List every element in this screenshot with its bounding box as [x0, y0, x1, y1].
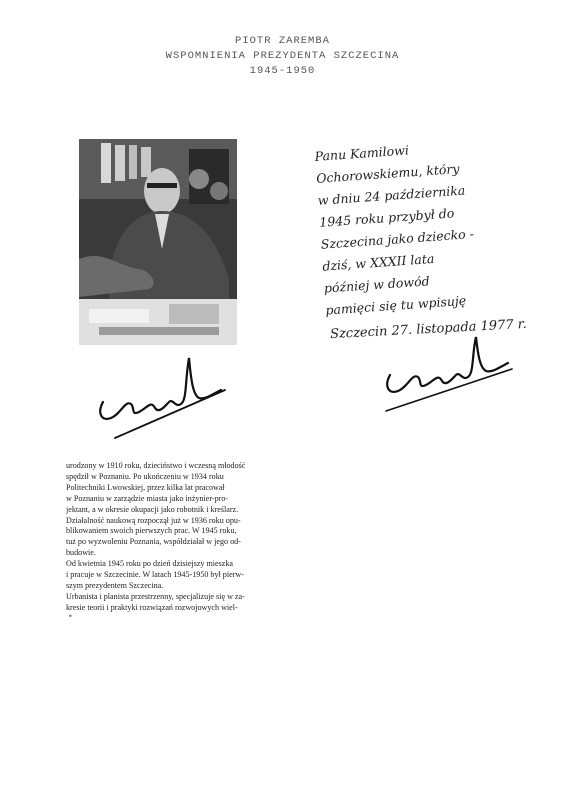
dedication-place-date: Szczecin 27. listopada 1977 r.	[329, 316, 528, 343]
bio-line: tuż po wyzwoleniu Poznania, współdziałał w jego od-	[66, 537, 241, 547]
handwritten-dedication	[314, 130, 561, 322]
handwritten-signature-right	[380, 335, 515, 415]
dedication-line: Ochorowskiemu, który	[315, 160, 460, 186]
bio-line: jektant, a w okresie okupacji jako robotnik i kreślarz.	[66, 504, 239, 514]
dedication-line: 1945 roku przybył do	[318, 205, 455, 230]
bio-line: w Poznaniu w zarządzie miasta jako inżynier-pro-	[66, 493, 229, 503]
bio-line: i pracuje w Szczecinie. W latach 1945-1950 był pierw-	[66, 570, 244, 580]
bio-line: Od kwietnia 1945 roku po dzień dzisiejszy mieszka	[66, 559, 234, 569]
dedication-line: pamięci się tu wpisuję	[324, 292, 467, 318]
book-years: 1945-1950	[249, 65, 316, 77]
bio-line: budowie.	[66, 548, 96, 558]
bio-line: blikowaniem swoich pierwszych prac. W 1945 roku,	[66, 526, 237, 536]
bio-line: szym prezydentem Szczecina.	[66, 580, 164, 590]
portrait-photo	[79, 139, 237, 345]
scan-speck: •	[68, 612, 73, 621]
portrait-image	[79, 139, 237, 345]
bio-line: spędził w Poznaniu. Po ukończeniu w 1934 roku	[66, 471, 224, 481]
dedication-line: Szczecina jako dziecko -	[320, 226, 475, 252]
bio-line: kresie teorii i praktyki rozwiązań rozwojowych wiel-	[66, 602, 238, 612]
handwritten-signature-left	[95, 350, 230, 445]
bio-line: urodzony w 1910 roku, dzieciństwo i wczesną młodość	[66, 461, 246, 470]
dedication-line: później w dowód	[323, 273, 431, 296]
dedication-line: Panu Kamilowi	[314, 142, 410, 164]
dedication-line: w dniu 24 października	[317, 182, 466, 208]
bio-line: Politechniki Lwowskiej, przez kilka lat pracował	[66, 482, 225, 492]
bio-line: Działalność naukową rozpoczął już w 1936 roku opu-	[66, 515, 241, 525]
book-title: WSPOMNIENIA PREZYDENTA SZCZECINA	[165, 50, 400, 62]
bio-line: Urbanista i planista przestrzenny, specjalizuje się w za-	[66, 591, 245, 601]
author-biography	[66, 461, 271, 614]
book-header	[0, 34, 565, 79]
dedication-line: dziś, w XXXII lata	[321, 250, 435, 274]
author-name: PIOTR ZAREMBA	[235, 35, 330, 47]
